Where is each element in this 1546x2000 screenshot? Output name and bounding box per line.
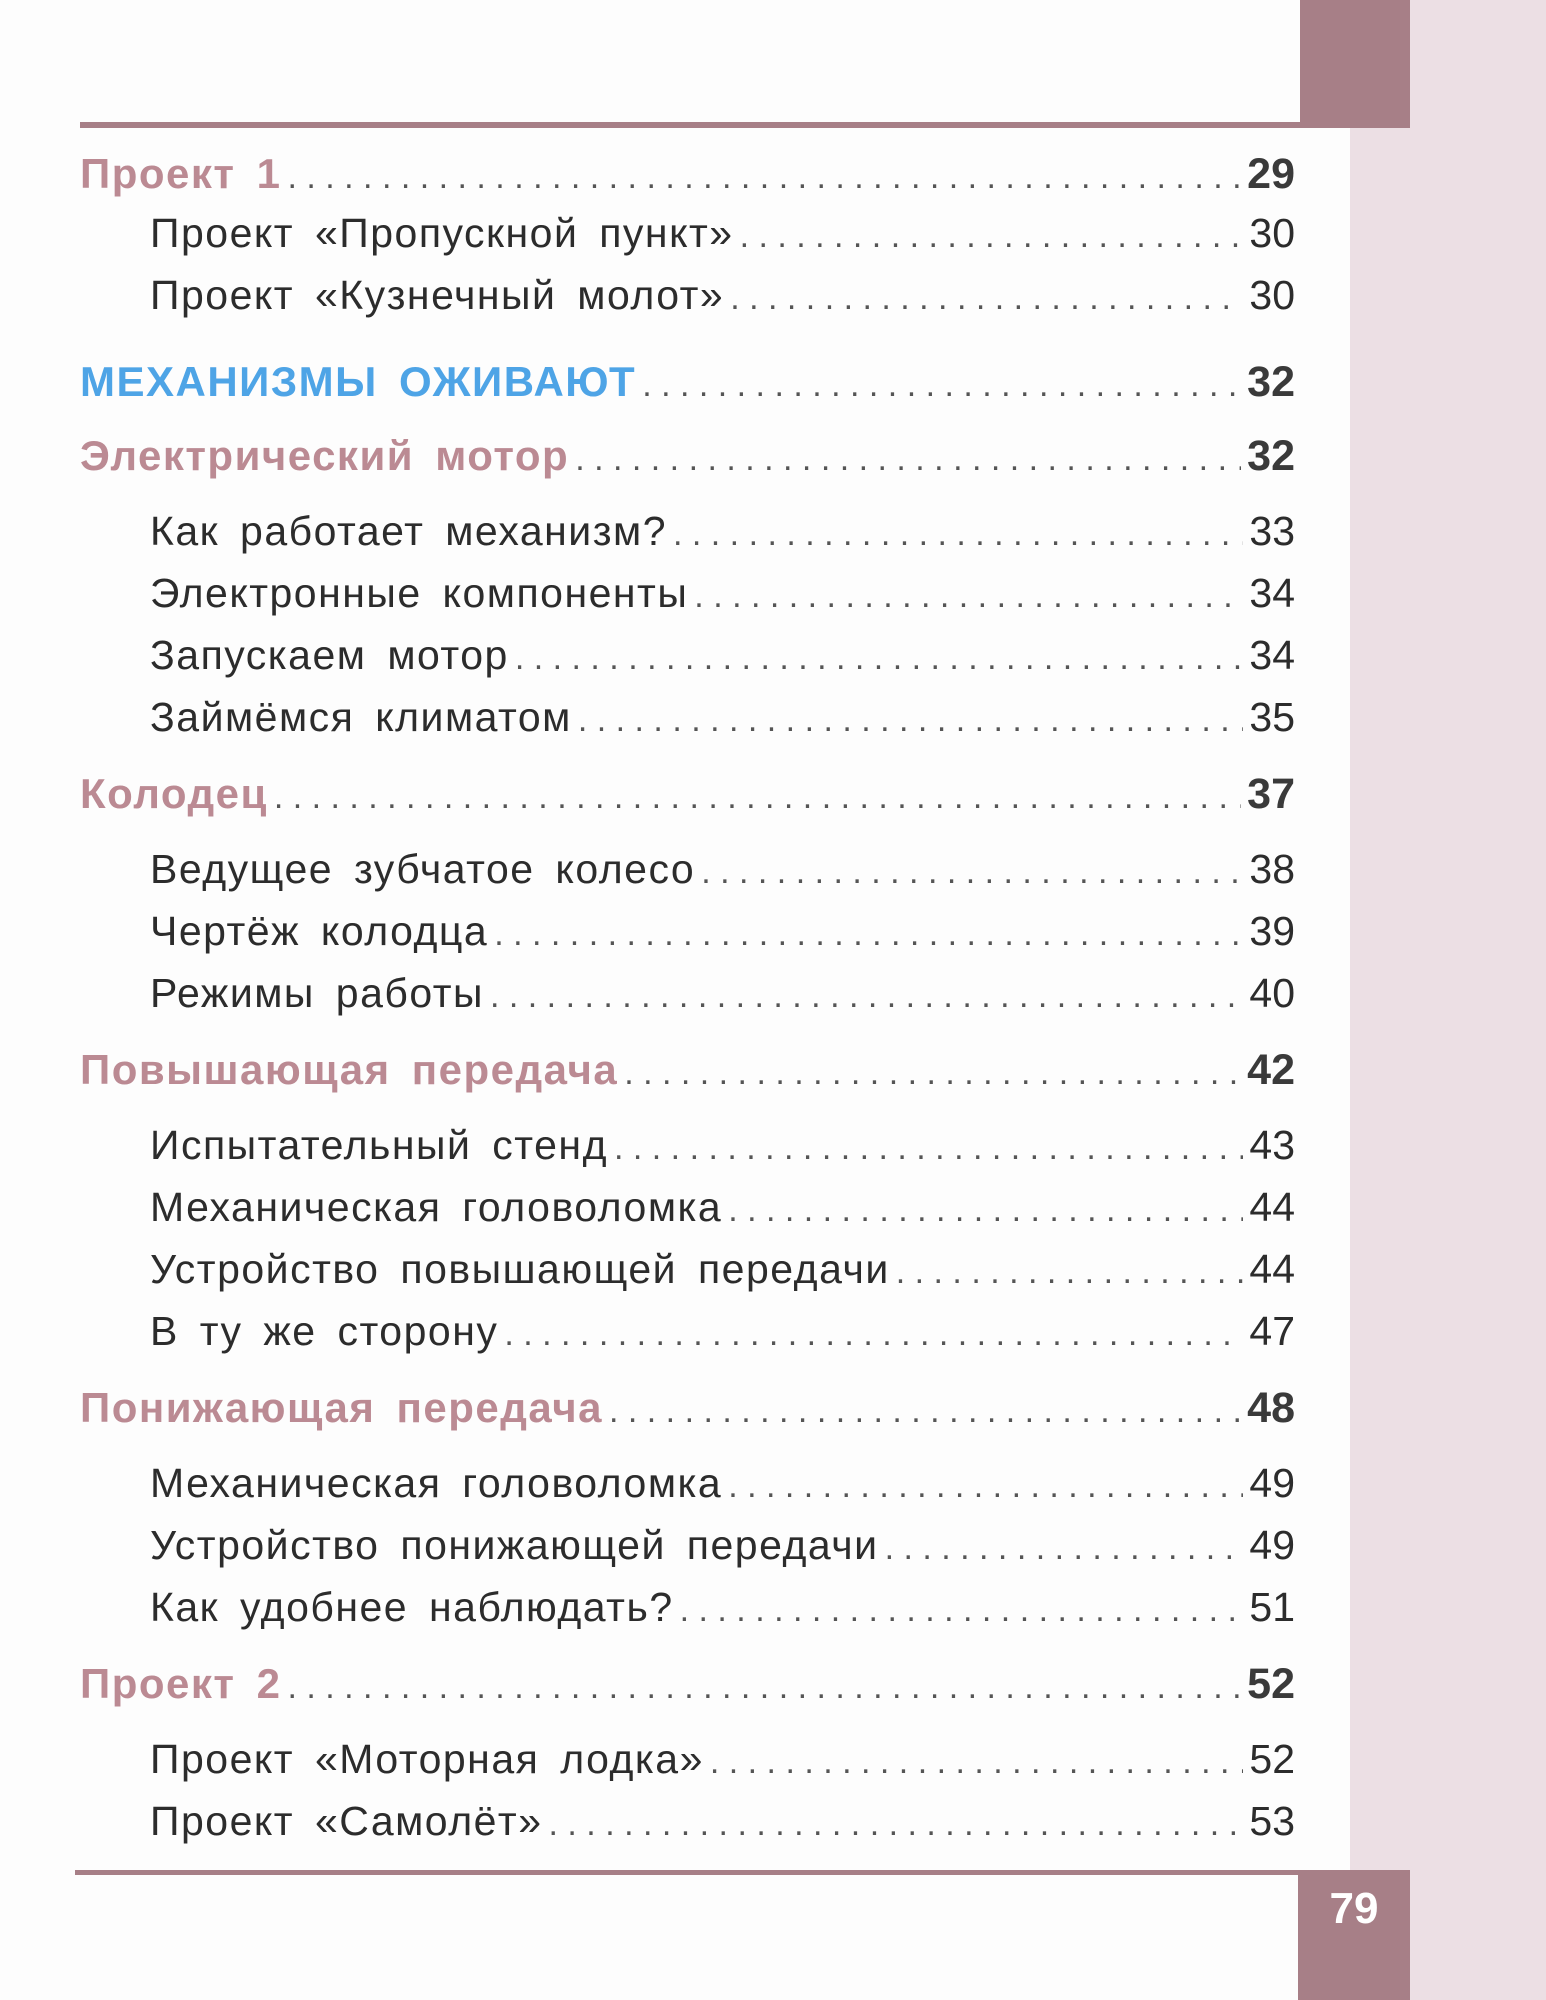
dot-leader: [730, 279, 1243, 318]
toc-page-number: 51: [1249, 1584, 1295, 1630]
toc-entry-title: Механическая головоломка: [150, 1184, 723, 1230]
dot-leader: [287, 1668, 1241, 1707]
dot-leader: [515, 639, 1244, 678]
toc-item-row[interactable]: [150, 570, 1295, 617]
toc-section-row[interactable]: [80, 1660, 1295, 1709]
dot-leader: [614, 1129, 1243, 1168]
dot-leader: [624, 1054, 1241, 1093]
dot-leader: [885, 1529, 1244, 1568]
dot-leader: [609, 1392, 1241, 1431]
toc-item-row[interactable]: [150, 1522, 1295, 1569]
toc-item-row[interactable]: [150, 694, 1295, 741]
toc-entry-title: Займёмся климатом: [150, 694, 572, 740]
toc-item-row[interactable]: [150, 908, 1295, 955]
dot-leader: [575, 440, 1241, 479]
dot-leader: [728, 1191, 1243, 1230]
toc-entry-title: Проект «Моторная лодка»: [150, 1736, 704, 1782]
toc-page-number: 29: [1247, 150, 1295, 198]
dot-leader: [494, 915, 1243, 954]
toc-item-row[interactable]: [150, 970, 1295, 1017]
toc-entry-title: Устройство повышающей передачи: [150, 1246, 890, 1292]
toc-page-number: 42: [1247, 1046, 1295, 1094]
toc-entry-title: Режимы работы: [150, 970, 484, 1016]
toc-page-number: 52: [1249, 1736, 1295, 1782]
toc-page-number: 32: [1247, 432, 1295, 480]
dot-leader: [274, 778, 1241, 817]
footer-rule: [75, 1870, 1360, 1875]
toc-section-row[interactable]: [80, 150, 1295, 199]
dot-leader: [701, 853, 1243, 892]
toc-page-number: 44: [1249, 1184, 1295, 1230]
toc-entry-title: Испытательный стенд: [150, 1122, 608, 1168]
toc-item-row[interactable]: [150, 508, 1295, 555]
toc-entry-title: Понижающая передача: [80, 1384, 603, 1431]
toc-page-number: 32: [1247, 358, 1295, 406]
dot-leader: [490, 977, 1243, 1016]
toc-item-row[interactable]: [150, 632, 1295, 679]
toc-entry-title: Устройство понижающей передачи: [150, 1522, 879, 1568]
toc-entry-title: Колодец: [80, 770, 268, 817]
toc-item-row[interactable]: [150, 1184, 1295, 1231]
toc-section-row[interactable]: [80, 1384, 1295, 1433]
toc-item-row[interactable]: [150, 1122, 1295, 1169]
dot-leader: [549, 1805, 1244, 1844]
page-number: 79: [1329, 1884, 1379, 1933]
toc-page-number: 40: [1249, 970, 1295, 1016]
toc-entry-title: Проект «Кузнечный молот»: [150, 272, 725, 318]
toc-entry-title: Электронные компоненты: [150, 570, 689, 616]
toc-section-row[interactable]: [80, 432, 1295, 481]
toc-section-row[interactable]: [80, 1046, 1295, 1095]
toc-item-row[interactable]: [150, 1584, 1295, 1631]
toc-page-number: 30: [1249, 210, 1295, 256]
toc-page-number: 43: [1249, 1122, 1295, 1168]
dot-leader: [710, 1743, 1244, 1782]
toc-item-row[interactable]: [150, 1308, 1295, 1355]
toc-item-row[interactable]: [150, 1460, 1295, 1507]
toc-entry-title: Проект «Самолёт»: [150, 1798, 543, 1844]
toc-entry-title: Чертёж колодца: [150, 908, 489, 954]
dot-leader: [694, 577, 1243, 616]
toc-page-number: 33: [1249, 508, 1295, 554]
toc-entry-title: МЕХАНИЗМЫ ОЖИВАЮТ: [80, 358, 637, 405]
toc-entry-title: Как удобнее наблюдать?: [150, 1584, 674, 1630]
dot-leader: [642, 366, 1241, 405]
toc-item-row[interactable]: [150, 1798, 1295, 1845]
toc-item-row[interactable]: [150, 1246, 1295, 1293]
toc-entry-title: Электрический мотор: [80, 432, 570, 479]
toc-page-number: 49: [1249, 1522, 1295, 1568]
toc-page-number: 48: [1247, 1384, 1295, 1432]
toc-entry-title: Повышающая передача: [80, 1046, 619, 1093]
toc-section-row[interactable]: [80, 358, 1295, 407]
toc-page-number: 38: [1249, 846, 1295, 892]
toc-page-number: 37: [1247, 770, 1295, 818]
toc-item-row[interactable]: [150, 210, 1295, 257]
toc-item-row[interactable]: [150, 272, 1295, 319]
toc-entry-title: Как работает механизм?: [150, 508, 667, 554]
toc-entry-title: Ведущее зубчатое колесо: [150, 846, 696, 892]
toc-page-number: 44: [1249, 1246, 1295, 1292]
toc-page-number: 47: [1249, 1308, 1295, 1354]
toc-page-number: 34: [1249, 632, 1295, 678]
dot-leader: [287, 158, 1241, 197]
toc-entry-title: Проект «Пропускной пункт»: [150, 210, 734, 256]
toc-entry-title: В ту же сторону: [150, 1308, 499, 1354]
toc-page-number: 39: [1249, 908, 1295, 954]
toc-entry-title: Запускаем мотор: [150, 632, 509, 678]
toc-entry-title: Проект 2: [80, 1660, 282, 1707]
toc-page-number: 53: [1249, 1798, 1295, 1844]
dot-leader: [896, 1253, 1244, 1292]
toc-page-number: 52: [1247, 1660, 1295, 1708]
toc-entry-title: Механическая головоломка: [150, 1460, 723, 1506]
toc-page-number: 34: [1249, 570, 1295, 616]
toc-page-number: 30: [1249, 272, 1295, 318]
dot-leader: [680, 1591, 1244, 1630]
dot-leader: [673, 515, 1243, 554]
dot-leader: [578, 701, 1244, 740]
dot-leader: [504, 1315, 1243, 1354]
dot-leader: [728, 1467, 1243, 1506]
toc-section-row[interactable]: [80, 770, 1295, 819]
toc-item-row[interactable]: [150, 846, 1295, 893]
toc-item-row[interactable]: [150, 1736, 1295, 1783]
toc-page-number: 35: [1249, 694, 1295, 740]
page-number-box: [1298, 1870, 1410, 2000]
toc-entry-title: Проект 1: [80, 150, 282, 197]
toc-page-number: 49: [1249, 1460, 1295, 1506]
dot-leader: [740, 217, 1244, 256]
